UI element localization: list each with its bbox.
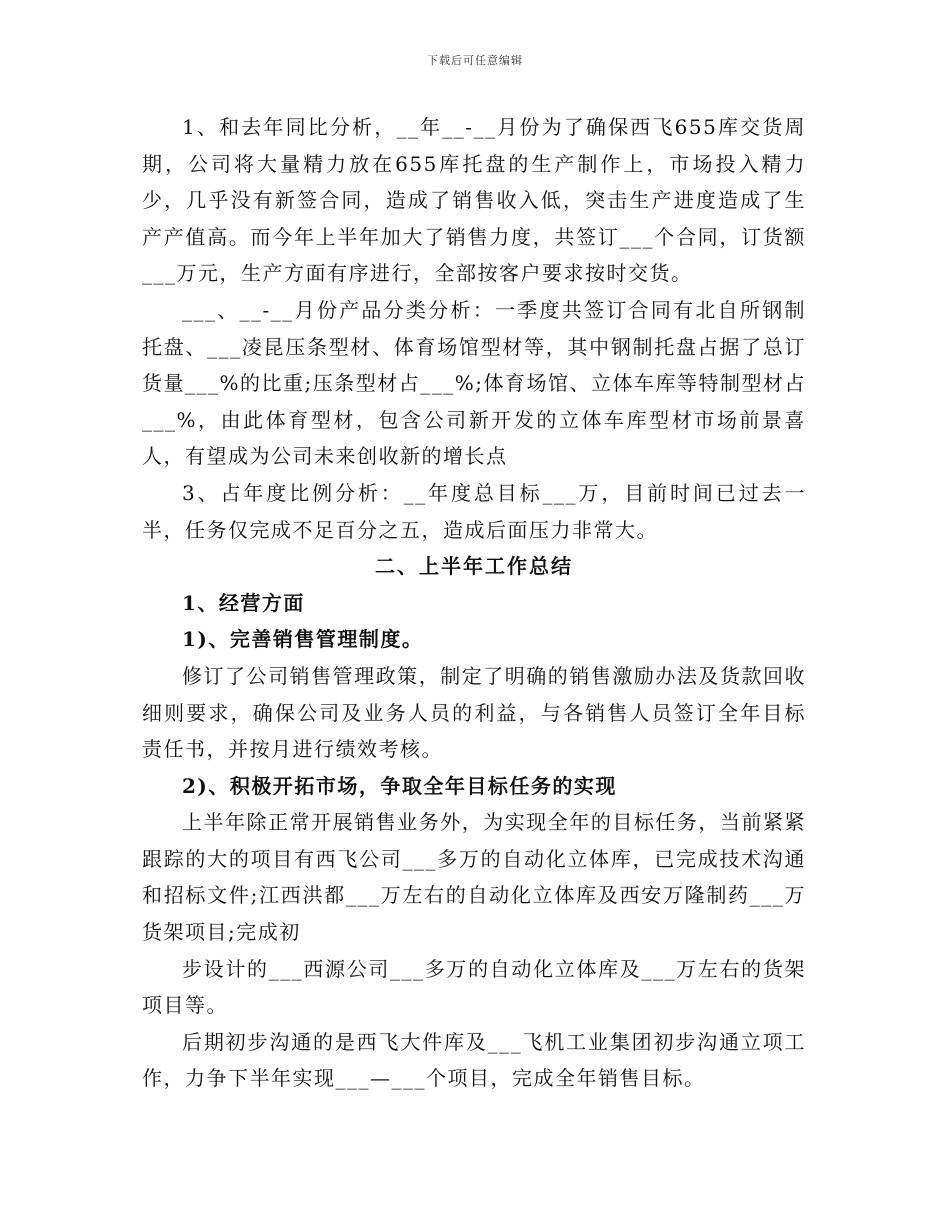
paragraph-projects: 上半年除正常开展销售业务外，为实现全年的目标任务，当前紧紧跟踪的大的项目有西飞公司___多万的自动化立体库，已完成技术沟通和招标文件;江西洪都___万左右的自动化立体库及西安万隆制药___万货架项目;完成初	[142, 810, 806, 945]
heading-sales-management: 1)、完善销售管理制度。	[182, 627, 424, 652]
section-title: 二、上半年工作总结	[375, 554, 573, 579]
paragraph-yoy-analysis: 1、和去年同比分析，__年__-__月份为了确保西飞655库交货周期，公司将大量精力放在655库托盘的生产制作上，市场投入精力少，几乎没有新签合同，造成了销售收入低，突击生产进度造成了生产产值高。而今年上半年加大了销售力度，共签订___个合同，订货额___万元，生产方面有序进行，全部按客户要求按时交货。	[142, 115, 806, 286]
heading-market-expansion: 2)、积极开拓市场，争取全年目标任务的实现	[182, 773, 617, 798]
paragraph-sales-policy: 修订了公司销售管理政策，制定了明确的销售激励办法及货款回收细则要求，确保公司及业务人员的利益，与各销售人员签订全年目标责任书，并按月进行绩效考核。	[142, 663, 806, 762]
document-body	[142, 109, 806, 1097]
page-header: 下载后可任意编辑	[427, 54, 523, 67]
paragraph-product-analysis: ___、__-__月份产品分类分析：一季度共签订合同有北自所钢制托盘、___凌昆压条型材、体育场馆型材等，其中钢制托盘占据了总订货量___%的比重;压条型材占___%;体育场馆、立体车库等特制型材占___%，由此体育型材，包含公司新开发的立体车库型材市场前景喜人，有望成为公司未来创收新的增长点	[142, 297, 806, 469]
heading-operations: 1、经营方面	[182, 590, 305, 615]
paragraph-future-plans: 后期初步沟通的是西飞大件库及___飞机工业集团初步沟通立项工作，力争下半年实现___—___个项目，完成全年销售目标。	[142, 1029, 806, 1091]
paragraph-annual-ratio: 3、占年度比例分析：__年度总目标___万，目前时间已过去一半，任务仅完成不足百分之五，造成后面压力非常大。	[142, 480, 806, 542]
paragraph-design-projects: 步设计的___西源公司___多万的自动化立体库及___万左右的货架项目等。	[142, 956, 806, 1018]
